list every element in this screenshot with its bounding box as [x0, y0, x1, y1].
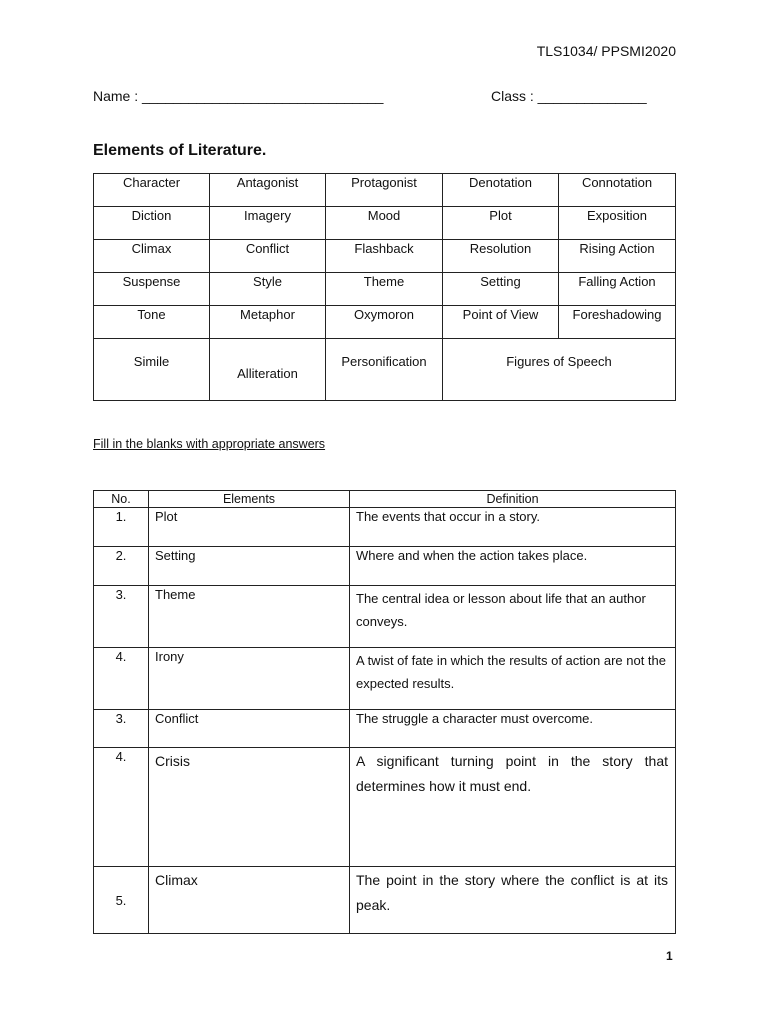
page-number: 1: [666, 949, 673, 963]
column-header: No.: [94, 491, 149, 508]
term-cell: Mood: [326, 207, 443, 240]
terms-table: [93, 173, 676, 401]
row-number: 3.: [94, 586, 149, 648]
table-row: [94, 547, 676, 586]
term-cell: Antagonist: [210, 174, 326, 207]
page-title: Elements of Literature.: [93, 142, 267, 159]
document-code: TLS1034/ PPSMI2020: [536, 43, 676, 59]
term-cell: Oxymoron: [326, 306, 443, 339]
term-cell: Plot: [443, 207, 559, 240]
instruction-text: Fill in the blanks with appropriate answers: [93, 437, 326, 451]
term-cell: Falling Action: [559, 273, 676, 306]
element-definition: A significant turning point in the story that determines how it must end.: [350, 748, 676, 867]
element-name: Crisis: [149, 748, 350, 867]
row-number: 3.: [94, 710, 149, 748]
term-cell: Setting: [443, 273, 559, 306]
term-cell: Theme: [326, 273, 443, 306]
term-cell: Diction: [94, 207, 210, 240]
element-name: Conflict: [149, 710, 350, 748]
term-cell: Resolution: [443, 240, 559, 273]
column-header: Definition: [350, 491, 676, 508]
term-cell: Suspense: [94, 273, 210, 306]
name-field: Name : _______________________________: [93, 88, 384, 104]
row-number: 5.: [94, 867, 149, 934]
table-row: [94, 748, 676, 867]
row-number: 4.: [94, 748, 149, 867]
element-name: Theme: [149, 586, 350, 648]
table-row: [94, 508, 676, 547]
term-cell: Conflict: [210, 240, 326, 273]
row-number: 1.: [94, 508, 149, 547]
row-number: 4.: [94, 648, 149, 710]
terms-row: [94, 273, 676, 306]
terms-row: [94, 174, 676, 207]
term-cell: Connotation: [559, 174, 676, 207]
row-number: 2.: [94, 547, 149, 586]
element-definition: The struggle a character must overcome.: [350, 710, 676, 748]
term-cell: Character: [94, 174, 210, 207]
term-cell: Simile: [94, 339, 210, 401]
term-cell: Personification: [326, 339, 443, 401]
element-definition: The central idea or lesson about life that an author conveys.: [350, 586, 676, 648]
terms-row: [94, 306, 676, 339]
term-cell: Foreshadowing: [559, 306, 676, 339]
element-name: Setting: [149, 547, 350, 586]
term-cell: Metaphor: [210, 306, 326, 339]
term-cell: Alliteration: [210, 339, 326, 401]
term-cell: Flashback: [326, 240, 443, 273]
element-name: Climax: [149, 867, 350, 934]
terms-row: [94, 207, 676, 240]
element-definition: The point in the story where the conflict is at its peak.: [350, 867, 676, 934]
table-row: [94, 586, 676, 648]
table-row: [94, 710, 676, 748]
table-row: [94, 648, 676, 710]
term-cell: Denotation: [443, 174, 559, 207]
element-definition: The events that occur in a story.: [350, 508, 676, 547]
element-name: Plot: [149, 508, 350, 547]
column-header: Elements: [149, 491, 350, 508]
definitions-table: [93, 490, 676, 934]
term-cell: Climax: [94, 240, 210, 273]
element-name: Irony: [149, 648, 350, 710]
term-cell: Imagery: [210, 207, 326, 240]
terms-row: [94, 240, 676, 273]
element-definition: A twist of fate in which the results of action are not the expected results.: [350, 648, 676, 710]
terms-row: [94, 339, 676, 401]
term-cell: Exposition: [559, 207, 676, 240]
term-cell: Tone: [94, 306, 210, 339]
table-row: [94, 867, 676, 934]
term-cell: Figures of Speech: [443, 339, 676, 401]
term-cell: Protagonist: [326, 174, 443, 207]
definitions-header-row: [94, 491, 676, 508]
term-cell: Rising Action: [559, 240, 676, 273]
term-cell: Style: [210, 273, 326, 306]
term-cell: Point of View: [443, 306, 559, 339]
class-field: Class : ______________: [491, 88, 647, 104]
element-definition: Where and when the action takes place.: [350, 547, 676, 586]
